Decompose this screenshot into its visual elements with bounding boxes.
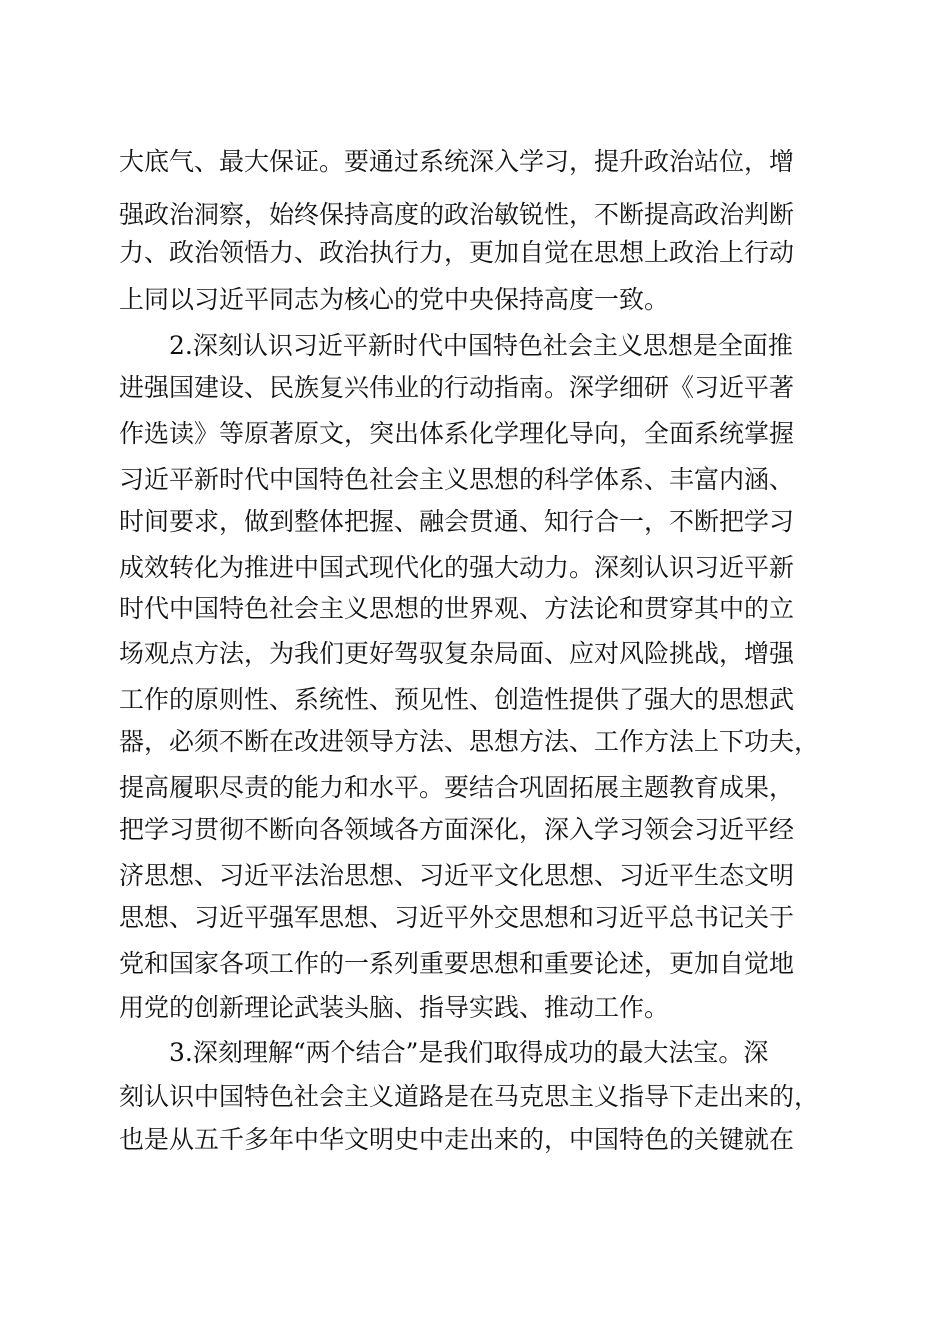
text-line: 力、政治领悟力、政治执行力，更加自觉在思想上政治上行动 <box>119 238 795 267</box>
paragraph-start-line: 3.深刻理解“两个结合”是我们取得成功的最大法宝。深 <box>169 1038 769 1067</box>
text-line: 用党的创新理论武装头脑、指导实践、推动工作。 <box>119 993 670 1022</box>
text-line: 作选读》等原著原文，突出体系化学理化导向，全面系统掌握 <box>119 419 795 448</box>
text-line: 时间要求，做到整体把握、融会贯通、知行合一，不断把学习 <box>119 507 795 536</box>
text-line: 进强国建设、民族复兴伟业的行动指南。深学细研《习近平著 <box>119 373 795 402</box>
text-line: 党和国家各项工作的一系列重要思想和重要论述，更加自觉地 <box>119 949 795 978</box>
text-line: 济思想、习近平法治思想、习近平文化思想、习近平生态文明 <box>119 861 795 890</box>
text-line: 提高履职尽责的能力和水平。要结合巩固拓展主题教育成果， <box>119 773 795 802</box>
text-line: 也是从五千多年中华文明史中走出来的，中国特色的关键就在 <box>119 1125 795 1154</box>
text-line: 把学习贯彻不断向各领域各方面深化，深入学习领会习近平经 <box>119 815 795 844</box>
text-line: 成效转化为推进中国式现代化的强大动力。深刻认识习近平新 <box>119 553 795 582</box>
text-line: 强政治洞察，始终保持高度的政治敏锐性，不断提高政治判断 <box>119 200 795 229</box>
text-line: 习近平新时代中国特色社会主义思想的科学体系、丰富内涵、 <box>119 465 795 494</box>
text-line: 大底气、最大保证。要通过系统深入学习，提升政治站位，增 <box>119 147 795 176</box>
text-line: 上同以习近平同志为核心的党中央保持高度一致。 <box>119 285 670 314</box>
text-line: 场观点方法，为我们更好驾驭复杂局面、应对风险挑战，增强 <box>119 639 795 668</box>
text-line: 时代中国特色社会主义思想的世界观、方法论和贯穿其中的立 <box>119 594 795 623</box>
text-line: 器，必须不断在改进领导方法、思想方法、工作方法上下功夫， <box>119 727 820 756</box>
text-line: 思想、习近平强军思想、习近平外交思想和习近平总书记关于 <box>119 903 795 932</box>
text-line: 工作的原则性、系统性、预见性、创造性提供了强大的思想武 <box>119 685 795 714</box>
paragraph-start-line: 2.深刻认识习近平新时代中国特色社会主义思想是全面推 <box>169 331 793 360</box>
text-line: 刻认识中国特色社会主义道路是在马克思主义指导下走出来的， <box>119 1082 820 1111</box>
